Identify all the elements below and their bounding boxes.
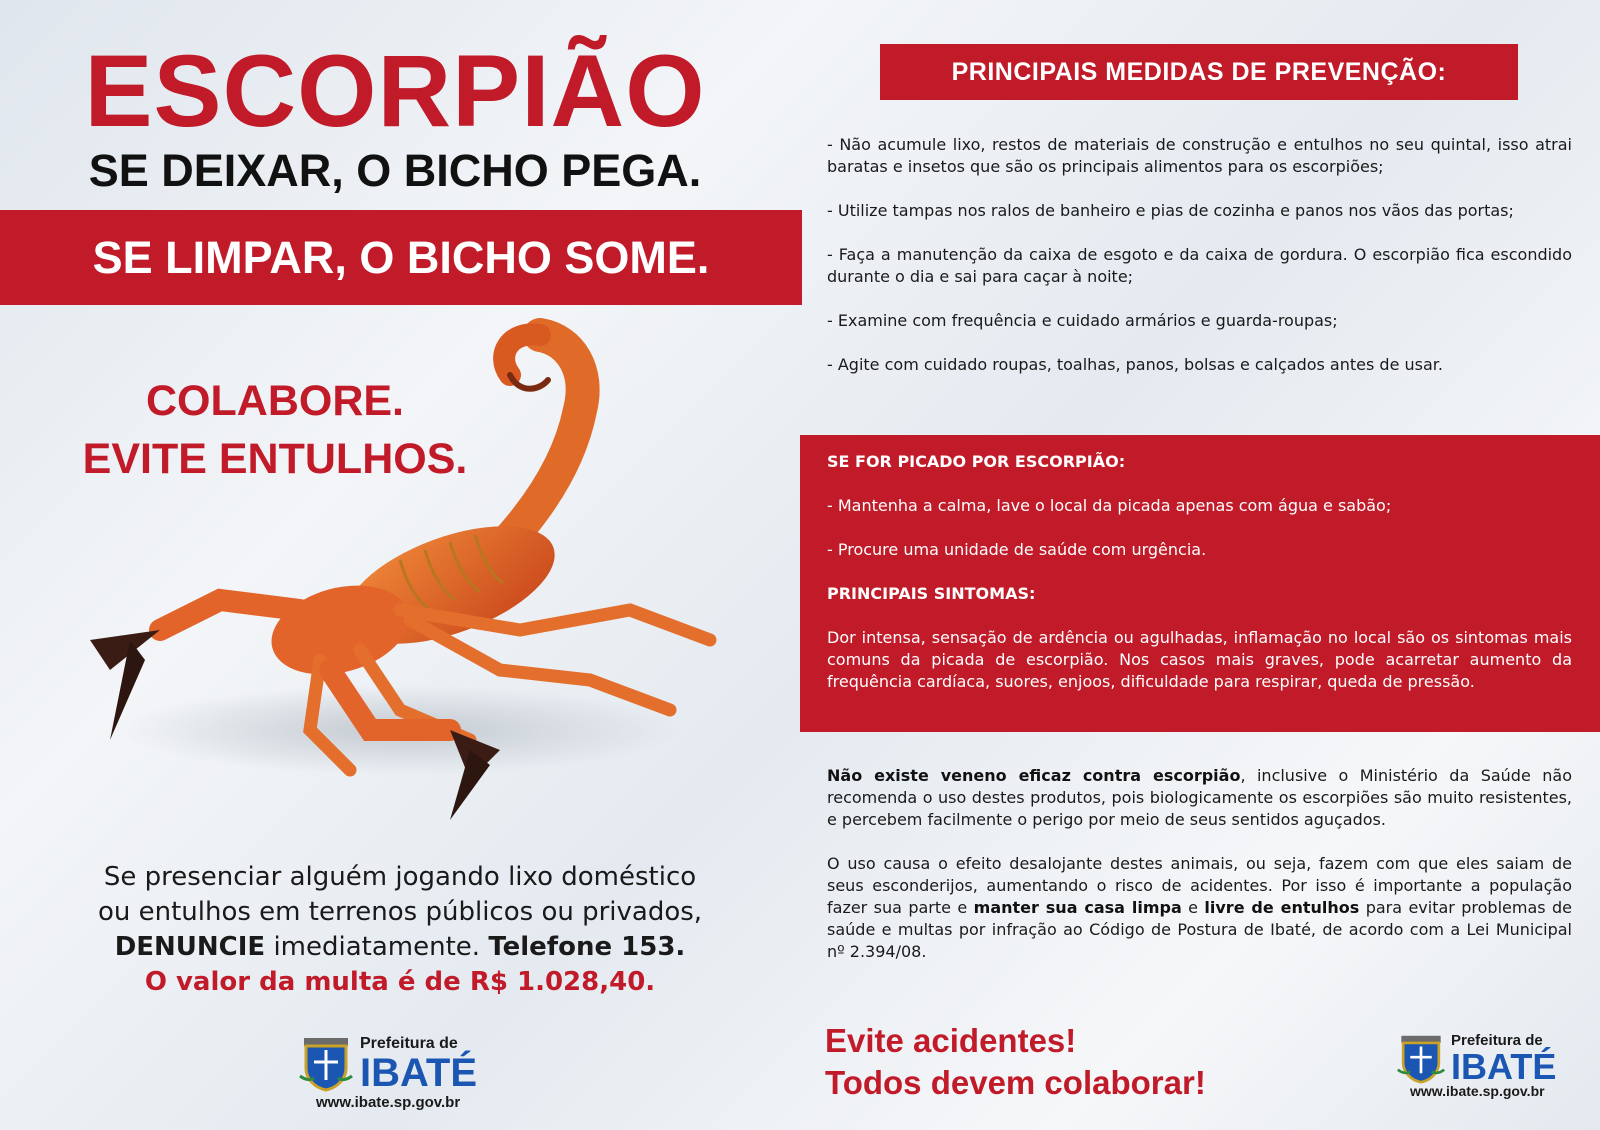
symptoms-title: PRINCIPAIS SINTOMAS: (827, 584, 1036, 603)
prevention-item: - Agite com cuidado roupas, toalhas, panos, bolsas e calçados antes de usar. (827, 355, 1443, 374)
logo-city: IBATÉ (1451, 1046, 1557, 1087)
denuncie-label: DENUNCIE (114, 932, 266, 962)
logo-prefix: Prefeitura de (360, 1035, 458, 1052)
city-crest-icon (1396, 1034, 1446, 1084)
prevention-item: - Utilize tampas nos ralos de banheiro e pias de cozinha e panos nos vãos das portas; (827, 201, 1514, 220)
banner-text: SE LIMPAR, O BICHO SOME. (92, 232, 710, 283)
poison-paragraph (827, 765, 1572, 831)
evite-line-2: Todos devem colaborar! (825, 1064, 1206, 1101)
sting-item: - Mantenha a calma, lave o local da picada apenas com água e sabão; (827, 496, 1392, 515)
logo-prefix: Prefeitura de (1451, 1032, 1543, 1049)
evite-text (825, 1020, 1206, 1104)
use-paragraph (827, 853, 1572, 963)
logo-left-url: www.ibate.sp.gov.br (316, 1094, 461, 1111)
sting-item: - Procure uma unidade de saúde com urgência. (827, 540, 1207, 559)
poison-rest: , inclusive o Ministério da Saúde não recomenda o uso destes produtos, pois biologicamente os escorpiões são muito resistentes, e percebem facilmente o perigo por meio de seus sentidos aguçados. (827, 766, 1572, 829)
evite-line-1: Evite acidentes! (825, 1022, 1077, 1059)
subtitle: SE DEIXAR, O BICHO PEGA. (88, 145, 702, 196)
use-bold-2: livre de entulhos (1204, 898, 1360, 917)
symptoms-text: Dor intensa, sensação de ardência ou agulhadas, inflamação no local são os sintomas mais comuns da picada de escorpião. Nos casos mais graves, pode acarretar aumento da frequência cardíaca, suores, enjoos, dificuldade para respirar, queda de pressão. (827, 628, 1572, 691)
report-line-2: ou entulhos em terrenos públicos ou privados, (97, 897, 703, 927)
report-line-1: Se presenciar alguém jogando lixo doméstico (103, 862, 697, 892)
headline: ESCORPIÃO (84, 34, 706, 148)
report-text (40, 860, 760, 1000)
city-crest-icon (298, 1036, 354, 1092)
sting-title: SE FOR PICADO POR ESCORPIÃO: (827, 452, 1126, 471)
prevention-item: - Examine com frequência e cuidado armários e guarda-roupas; (827, 311, 1338, 330)
poison-bold: Não existe veneno eficaz contra escorpião (827, 766, 1241, 785)
info-text (827, 765, 1572, 985)
report-mid: imediatamente. (265, 932, 489, 962)
logo-left (298, 1035, 477, 1093)
colabore-line-1: COLABORE. (146, 377, 404, 425)
report-line-3 (40, 930, 760, 965)
fine-text: O valor da multa é de R$ 1.028,40. (144, 967, 656, 997)
prevention-list (827, 134, 1572, 398)
use-bold-1: manter sua casa limpa (973, 898, 1182, 917)
banner (0, 210, 802, 305)
use-part-3: para evitar problemas de saúde e multas por infração ao Código de Postura de Ibaté, de acordo com a Lei Municipal nº 2.394/08. (827, 898, 1572, 961)
use-part-1: O uso causa o efeito desalojante destes animais, ou seja, fazem com que eles saiam de seus esconderijos, aumentando o risco de acidentes. Por isso é importante a população fazer sua parte e (827, 854, 1572, 917)
phone-label: Telefone 153. (488, 932, 686, 962)
logo-right (1396, 1032, 1556, 1085)
logo-right-url: www.ibate.sp.gov.br (1410, 1083, 1545, 1099)
prevention-item: - Não acumule lixo, restos de materiais de construção e entulhos no seu quintal, isso atrai baratas e insetos que são os principais alimentos para os escorpiões; (827, 135, 1572, 176)
logo-city: IBATÉ (360, 1051, 478, 1095)
colabore-line-2: EVITE ENTULHOS. (82, 435, 468, 483)
prevention-title: PRINCIPAIS MEDIDAS DE PREVENÇÃO: (880, 44, 1518, 100)
prevention-item: - Faça a manutenção da caixa de esgoto e da caixa de gordura. O escorpião fica escondido durante o dia e sai para caçar à noite; (827, 245, 1572, 286)
colabore-text (30, 372, 520, 488)
use-part-2: e (1181, 898, 1205, 917)
sting-box (800, 435, 1600, 732)
